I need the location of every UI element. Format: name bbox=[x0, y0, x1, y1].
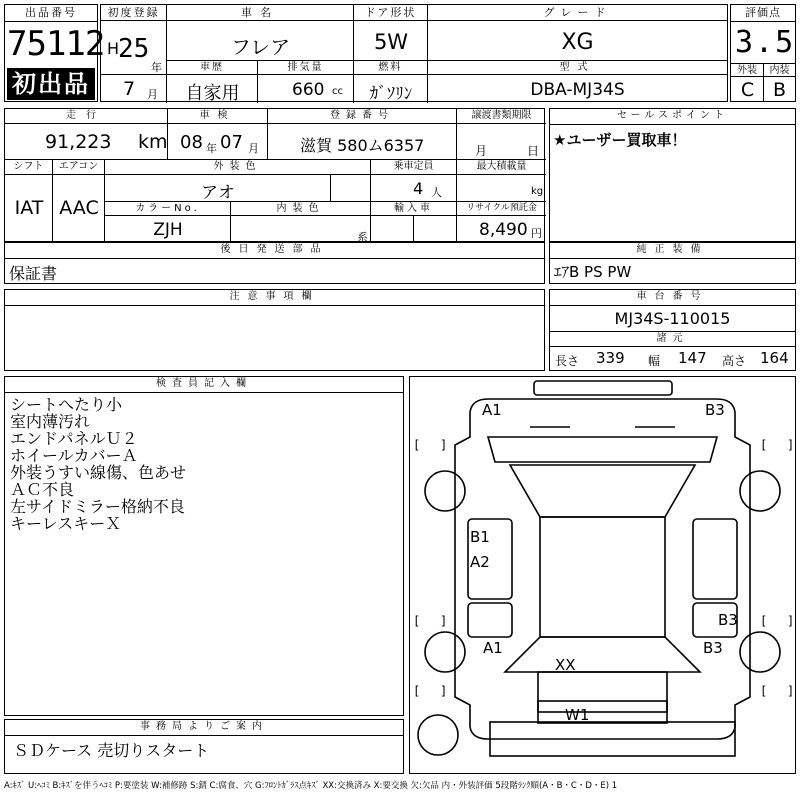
windshield bbox=[510, 465, 695, 517]
displacement: 660 bbox=[292, 80, 325, 100]
hood bbox=[488, 437, 717, 462]
ext-color: アオ bbox=[201, 183, 235, 203]
import-cell-b bbox=[414, 216, 457, 243]
capacity-label: 乗車定員 bbox=[371, 160, 457, 175]
ac: AAC bbox=[59, 197, 99, 219]
parts-text: 保証書 bbox=[9, 264, 58, 283]
capacity-unit: 人 bbox=[431, 186, 442, 199]
transfer-cell bbox=[457, 124, 546, 160]
car-name-label: 車名 bbox=[167, 5, 354, 21]
rear-window bbox=[505, 637, 700, 672]
body-outline bbox=[455, 399, 750, 739]
plate-number: 滋賀 580ム6357 bbox=[300, 136, 425, 155]
front-bumper-top bbox=[534, 381, 672, 395]
sales-point-box bbox=[549, 108, 796, 242]
details-box bbox=[4, 108, 545, 242]
chassis-label: 車台番号 bbox=[550, 290, 795, 306]
wheel-front-left bbox=[425, 471, 465, 511]
reg-year-unit: 年 bbox=[151, 61, 162, 74]
mileage-cell bbox=[5, 124, 168, 160]
chassis-box bbox=[549, 289, 796, 371]
ac-label: エアコン bbox=[53, 160, 105, 175]
bracket-left-top: [ bbox=[413, 438, 421, 452]
inspector-item: 室内薄汚れ bbox=[10, 412, 91, 431]
ext-color-extra-cell bbox=[331, 175, 371, 202]
history-label: 車歴 bbox=[167, 61, 258, 75]
displacement-cell bbox=[258, 75, 354, 103]
grade-label: グレード bbox=[428, 5, 727, 21]
bracket-left-bottom: [ bbox=[413, 614, 421, 628]
first-reg-month-cell bbox=[101, 75, 167, 103]
specs-label: 諸元 bbox=[550, 331, 795, 347]
mark-rear-right-b3b: B3 bbox=[703, 639, 723, 657]
bracket-right-bottom-close: ] bbox=[787, 614, 795, 628]
length-value: 339 bbox=[596, 349, 625, 367]
equipment-label: 純正装備 bbox=[550, 243, 795, 259]
door-type: 5W bbox=[373, 30, 409, 54]
bracket-right-low: [ bbox=[760, 684, 768, 698]
recycle-label: リサイクル預託金 bbox=[457, 202, 546, 216]
model-cell bbox=[428, 75, 727, 103]
mileage: 91,223 bbox=[45, 131, 112, 153]
bracket-right-low-close: ] bbox=[787, 684, 795, 698]
wheel-front-right bbox=[740, 471, 780, 511]
score-label: 評価点 bbox=[731, 5, 795, 22]
model-code: DBA-MJ34S bbox=[530, 80, 625, 100]
reg-year: 25 bbox=[118, 34, 150, 64]
inspector-item: 外装うすい線傷、色あせ bbox=[10, 463, 187, 482]
bracket-right-bottom: [ bbox=[760, 614, 768, 628]
inspector-box bbox=[4, 376, 404, 716]
right-door-front bbox=[693, 519, 737, 599]
first-reg-label: 初度登録 bbox=[101, 5, 167, 21]
exterior-label: 外装 bbox=[731, 63, 764, 77]
mark-front-left: A1 bbox=[482, 401, 502, 419]
color-no-cell bbox=[105, 216, 231, 243]
vehicle-info-box bbox=[100, 4, 728, 102]
office-text: ＳＤケース 売切りスタート bbox=[13, 741, 210, 760]
inspector-list bbox=[10, 396, 186, 532]
displacement-label: 排気量 bbox=[258, 61, 354, 75]
inspector-item: キーレスキーＸ bbox=[10, 514, 122, 533]
recycle-unit: 円 bbox=[531, 227, 542, 240]
wheel-rear-right bbox=[740, 632, 780, 672]
inspector-item: シートへたり小 bbox=[10, 395, 123, 414]
ext-color-label: 外装色 bbox=[105, 160, 371, 175]
recycle-amount: 8,490 bbox=[479, 220, 528, 240]
transfer-label: 譲渡書類期限 bbox=[457, 109, 546, 124]
mark-rear-w1: W1 bbox=[565, 706, 590, 724]
mark-front-right: B3 bbox=[705, 401, 725, 419]
reg-month-unit: 月 bbox=[147, 88, 158, 101]
spare-tire bbox=[418, 715, 458, 755]
ac-cell bbox=[53, 175, 105, 243]
max-load-cell bbox=[457, 175, 546, 202]
sales-point-label: セールスポイント bbox=[550, 109, 795, 125]
notes-box bbox=[4, 289, 545, 371]
fuel: ｶﾞｿﾘﾝ bbox=[369, 84, 413, 104]
bracket-left-low-close: ] bbox=[440, 684, 448, 698]
bracket-left-bottom-close: ] bbox=[440, 614, 448, 628]
mark-door-b1: B1 bbox=[470, 528, 490, 546]
lot-number: 75112 bbox=[7, 24, 105, 64]
interior-grade: B bbox=[772, 79, 787, 101]
car-diagram bbox=[410, 377, 795, 773]
color-no: ZJH bbox=[153, 220, 183, 240]
left-door-rear bbox=[468, 603, 512, 637]
width-label: 幅 bbox=[648, 354, 661, 368]
int-color-cell bbox=[231, 216, 371, 243]
max-load-unit: kg bbox=[531, 186, 544, 197]
bracket-right-top: [ bbox=[760, 438, 768, 452]
inspection-month-unit: 月 bbox=[248, 142, 259, 155]
history: 自家用 bbox=[185, 83, 240, 104]
first-listing-badge: 初出品 bbox=[7, 68, 95, 100]
displacement-unit: cc bbox=[332, 86, 343, 97]
header-section bbox=[4, 4, 796, 102]
recycle-cell bbox=[457, 216, 546, 243]
score-box bbox=[730, 4, 796, 102]
color-no-label: カラーNo. bbox=[105, 202, 231, 216]
inspector-label: 検査員記入欄 bbox=[5, 377, 403, 393]
mark-door-a2: A2 bbox=[470, 553, 490, 571]
rear-gate bbox=[538, 672, 667, 712]
era-prefix: H bbox=[107, 39, 120, 58]
wheel-rear-left bbox=[425, 632, 465, 672]
exterior-grade-cell bbox=[731, 77, 764, 101]
bracket-left-top-close: ] bbox=[440, 438, 448, 452]
int-color-label: 内装色 bbox=[231, 202, 371, 216]
interior-label: 内装 bbox=[764, 63, 795, 77]
equipment-text: ｴｱB PS PW bbox=[554, 263, 632, 281]
car-diagram-box bbox=[409, 376, 796, 774]
door-cell bbox=[354, 21, 428, 61]
shift-cell bbox=[5, 175, 53, 243]
lot-number-box bbox=[4, 4, 105, 102]
inspection-year: 08 bbox=[180, 132, 203, 153]
door-label: ドア形状 bbox=[354, 5, 428, 21]
inspection-cell bbox=[168, 124, 268, 160]
height-label: 高さ bbox=[722, 354, 747, 368]
bracket-right-top-close: ] bbox=[787, 438, 795, 452]
fuel-label: 燃料 bbox=[354, 61, 428, 75]
capacity-cell bbox=[371, 175, 457, 202]
bracket-left-low: [ bbox=[413, 684, 421, 698]
exterior-grade: C bbox=[740, 79, 755, 101]
history-cell bbox=[167, 75, 258, 103]
grade-cell bbox=[428, 21, 727, 61]
plate-cell bbox=[268, 124, 457, 160]
interior-grade-cell bbox=[764, 77, 795, 101]
shift-label: シフト bbox=[5, 160, 53, 175]
car-name-cell bbox=[167, 21, 354, 61]
car-name: フレア bbox=[230, 35, 291, 59]
inspector-item: エンドパネルＵ２ bbox=[10, 429, 138, 448]
inspection-label: 車検 bbox=[168, 109, 268, 124]
notes-label: 注意事項欄 bbox=[5, 290, 544, 306]
equipment-box bbox=[549, 242, 796, 284]
chassis-number: MJ34S-110015 bbox=[614, 309, 731, 328]
int-color-unit: 系 bbox=[357, 231, 368, 244]
inspector-item: ＡＣ不良 bbox=[10, 480, 75, 499]
sales-point-text: ★ユーザー買取車！ bbox=[553, 131, 687, 149]
shift: IAT bbox=[14, 197, 44, 219]
mileage-label: 走行 bbox=[5, 109, 168, 124]
mark-rear-right-b3: B3 bbox=[718, 611, 738, 629]
inspector-item: 左サイドミラー格納不良 bbox=[10, 497, 185, 516]
length-label: 長さ bbox=[555, 354, 580, 368]
width-value: 147 bbox=[678, 349, 707, 367]
office-label: 事務局よりご案内 bbox=[5, 720, 403, 736]
score: 3.5 bbox=[735, 25, 796, 60]
fuel-cell bbox=[354, 75, 428, 103]
first-reg-year-cell bbox=[101, 21, 167, 75]
height-value: 164 bbox=[760, 349, 789, 367]
model-label: 型式 bbox=[428, 61, 727, 75]
import-cell-a bbox=[371, 216, 414, 243]
office-box bbox=[4, 719, 404, 774]
capacity: 4 bbox=[413, 179, 424, 198]
mark-rear-xx: XX bbox=[555, 656, 576, 674]
mileage-unit: km bbox=[138, 131, 168, 153]
ext-color-cell bbox=[105, 175, 331, 202]
transfer-month-unit: 月 bbox=[475, 144, 488, 158]
lot-number-label: 出品番号 bbox=[5, 5, 97, 22]
import-label: 輸入車 bbox=[371, 202, 457, 216]
reg-month: 7 bbox=[123, 78, 136, 100]
cabin bbox=[540, 517, 665, 637]
grade: XG bbox=[561, 30, 594, 55]
parts-box bbox=[4, 242, 545, 284]
parts-label: 後日発送部品 bbox=[5, 243, 544, 259]
inspection-year-unit: 年 bbox=[206, 142, 217, 155]
transfer-day-unit: 日 bbox=[527, 144, 540, 158]
inspector-item: ホイールカバーＡ bbox=[10, 446, 138, 465]
inspection-month: 07 bbox=[220, 132, 243, 153]
mark-rear-left-a1: A1 bbox=[483, 639, 503, 657]
max-load-label: 最大積載量 bbox=[457, 160, 546, 175]
legend: A:ｷｽﾞ U:ﾍｺﾐ B:ｷｽﾞを伴うﾍｺﾐ P:要塗装 W:補修跡 S:錆 C:腐食、穴 G:ﾌﾛﾝﾄｶﾞﾗｽ点ｷｽﾞ XX:交換済み X:要交換 欠:欠品 内・外装評価 5段階ﾗﾝｸ順(A・B・C・D・E) 1 bbox=[4, 781, 618, 791]
plate-label: 登録番号 bbox=[268, 109, 457, 124]
